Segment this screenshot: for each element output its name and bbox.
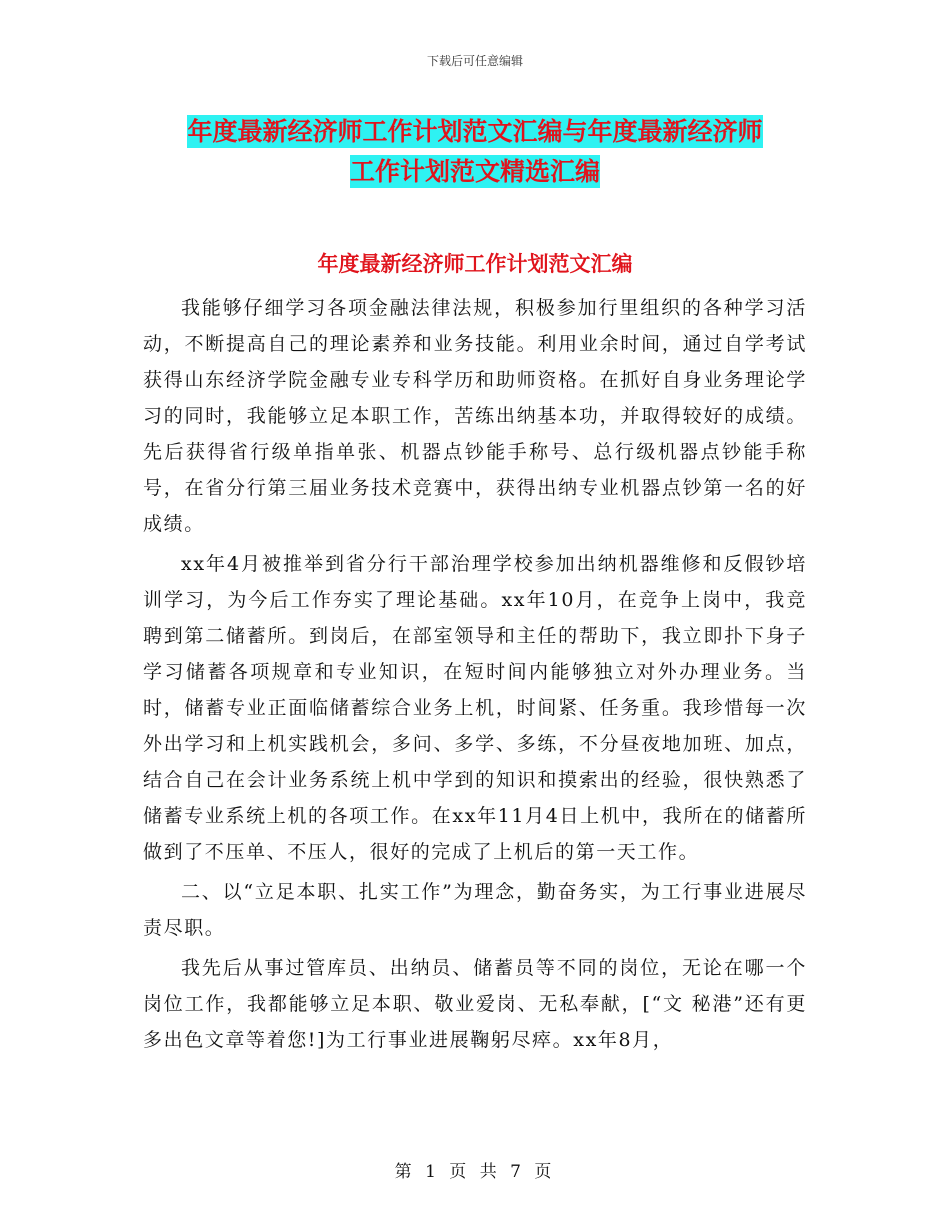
document-body xyxy=(143,290,807,1062)
paragraph: 二、以“立足本职、扎实工作”为理念，勤奋务实，为工行事业进展尽责尽职。 xyxy=(143,881,807,939)
page-number-footer: 第 1 页 共 7 页 xyxy=(394,1162,556,1182)
paragraph: xx年4月被推举到省分行干部治理学校参加出纳机器维修和反假钞培训学习，为今后工作夯实了理论基础。xx年10月，在竞争上岗中，我竞聘到第二储蓄所。到岗后，在部室领导和主任的帮助下，我立即扑下身子学习储蓄各项规章和专业知识，在短时间内能够独立对外办理业务。当时，储蓄专业正面临储蓄综合业务上机，时间紧、任务重。我珍惜每一次外出学习和上机实践机会，多问、多学、多练，不分昼夜地加班、加点，结合自己在会计业务系统上机中学到的知识和摸索出的经验，很快熟悉了储蓄专业系统上机的各项工作。在xx年11月4日上机中，我所在的储蓄所做到了不压单、不压人，很好的完成了上机后的第一天工作。 xyxy=(143,553,807,863)
paragraph: 我能够仔细学习各项金融法律法规，积极参加行里组织的各种学习活动，不断提高自己的理论素养和业务技能。利用业余时间，通过自学考试获得山东经济学院金融专业专科学历和助师资格。在抓好自身业务理论学习的同时，我能够立足本职工作，苦练出纳基本功，并取得较好的成绩。先后获得省行级单指单张、机器点钞能手称号、总行级机器点钞能手称号，在省分行第三届业务技术竞赛中，获得出纳专业机器点钞第一名的好成绩。 xyxy=(143,297,807,535)
paragraph: 我先后从事过管库员、出纳员、储蓄员等不同的岗位，无论在哪一个岗位工作，我都能够立足本职、敬业爱岗、无私奉献，[“文 秘港”还有更多出色文章等着您!]为工行事业进展鞠躬尽瘁。xx年8月， xyxy=(143,957,807,1051)
document-title-line-1: 年度最新经济师工作计划范文汇编与年度最新经济师 xyxy=(187,117,763,146)
document-title-line-2: 工作计划范文精选汇编 xyxy=(349,157,600,186)
document-title xyxy=(0,112,950,192)
section-title: 年度最新经济师工作计划范文汇编 xyxy=(317,251,633,276)
header-note: 下载后可任意编辑 xyxy=(426,54,523,68)
